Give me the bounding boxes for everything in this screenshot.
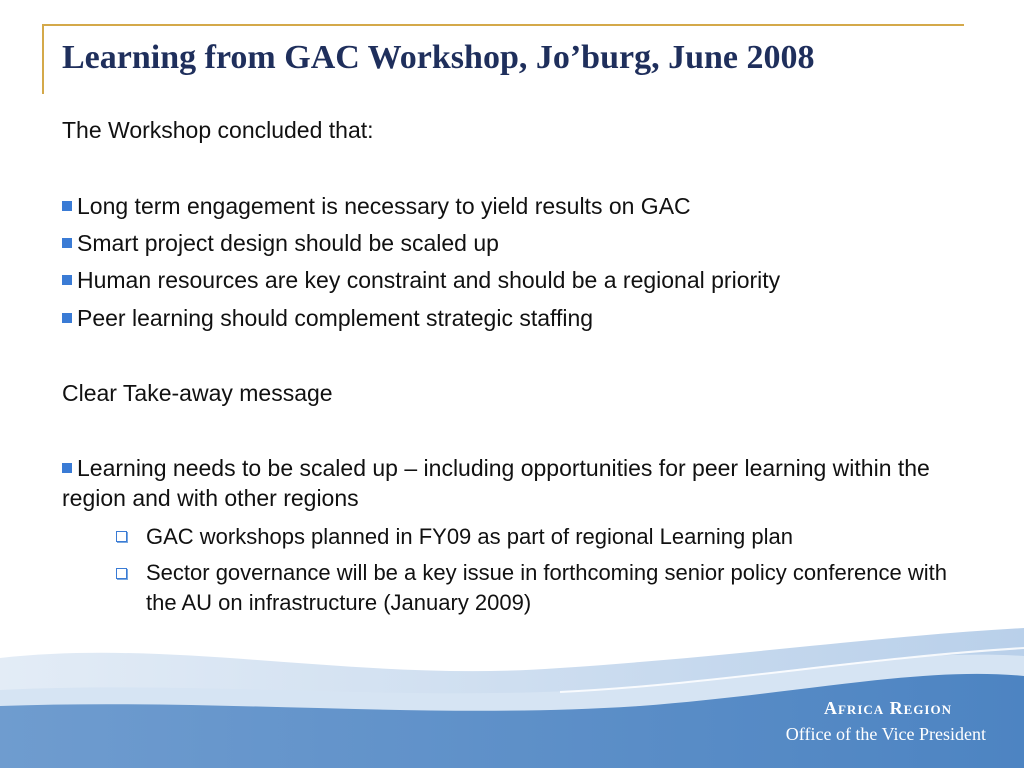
title-rule-left	[42, 24, 44, 94]
takeaway-text: Learning needs to be scaled up – including opportunities for peer learning within the region and with other regions	[62, 455, 930, 511]
conclusion-text: Smart project design should be scaled up	[77, 230, 499, 256]
takeaway-heading: Clear Take-away message	[62, 380, 333, 406]
sub-bullet-text: Sector governance will be a key issue in forthcoming senior policy conference with the AU on infrastructure (January 2009)	[146, 560, 947, 615]
conclusion-item	[62, 192, 691, 222]
conclusion-item	[62, 229, 499, 259]
takeaway-item	[62, 454, 942, 514]
square-bullet-icon	[62, 275, 72, 285]
hollow-square-bullet-icon	[116, 568, 127, 579]
conclusion-item	[62, 304, 593, 334]
conclusion-text: Long term engagement is necessary to yield results on GAC	[77, 193, 691, 219]
slide-title: Learning from GAC Workshop, Jo’burg, June 2008	[62, 39, 815, 76]
square-bullet-icon	[62, 313, 72, 323]
footer-office-label: Office of the Vice President	[785, 724, 986, 744]
sub-bullet-text: GAC workshops planned in FY09 as part of regional Learning plan	[146, 524, 793, 549]
conclusion-item	[62, 266, 780, 296]
hollow-square-bullet-icon	[116, 531, 127, 542]
title-rule-top	[42, 24, 964, 26]
square-bullet-icon	[62, 238, 72, 248]
square-bullet-icon	[62, 463, 72, 473]
footer-region-label: Africa Region	[823, 698, 952, 718]
intro-text: The Workshop concluded that:	[62, 117, 374, 143]
conclusion-text: Peer learning should complement strategic staffing	[77, 305, 594, 331]
square-bullet-icon	[62, 201, 72, 211]
conclusion-text: Human resources are key constraint and should be a regional priority	[77, 267, 781, 293]
